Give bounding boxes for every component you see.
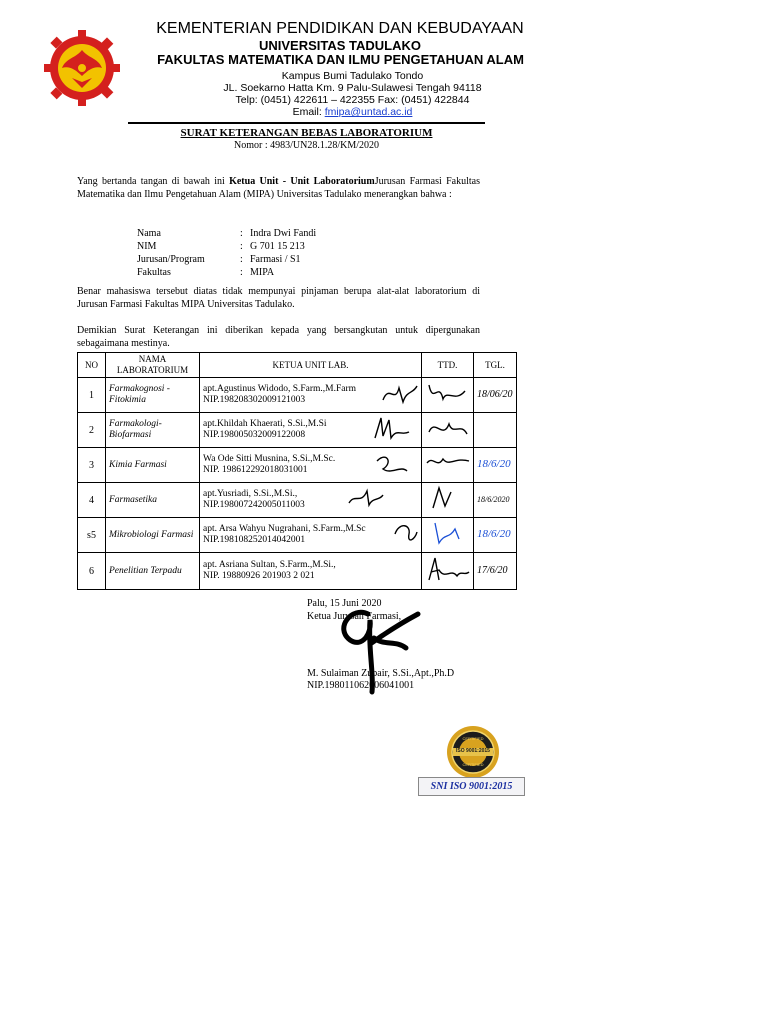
university-name: UNIVERSITAS TADULAKO — [258, 38, 422, 53]
handwritten-date: 18/06/20 — [477, 389, 513, 400]
lab-head-cell — [200, 413, 422, 448]
signature-icon — [345, 485, 385, 511]
university-logo — [36, 28, 128, 108]
intro-text-b: Jurusan Farmasi Fakultas Matematika dan Ilmu Pengetahuan Alam (MIPA) Universitas Tadulako menerangkan bahwa : — [77, 176, 480, 200]
signature-cell — [422, 483, 474, 518]
row-number: 3 — [78, 448, 106, 483]
handwritten-date: 18/6/20 — [477, 528, 511, 540]
signature-icon — [425, 484, 471, 512]
header-date: TGL. — [474, 353, 517, 378]
signer-nip: NIP.198011062006041001 — [307, 680, 415, 691]
date-cell — [474, 378, 517, 413]
place-date: Palu, 15 Juni 2020 — [307, 598, 382, 609]
table-header-row — [78, 353, 517, 378]
campus-line: Kampus Bumi Tadulako Tondo — [281, 70, 424, 82]
field-colon: : — [240, 241, 243, 252]
table-row — [78, 378, 517, 413]
lab-head-cell — [200, 518, 422, 553]
seal-top-text: CERTIFIED — [462, 736, 484, 741]
head-name: apt.Agustinus Widodo, S.Farm.,M.Farm — [203, 384, 357, 394]
field-label-name: Nama — [137, 228, 161, 239]
signature-cell — [422, 518, 474, 553]
lab-name: Farmasetika — [106, 483, 200, 518]
signature-cell — [422, 448, 474, 483]
table-row — [78, 518, 517, 553]
lab-name: Farmakologi-Biofarmasi — [106, 413, 200, 448]
date-cell — [474, 413, 517, 448]
field-value-faculty: MIPA — [250, 267, 275, 278]
phone-fax: Telp: (0451) 422611 – 422355 Fax: (0451) 422844 — [235, 94, 470, 106]
date-cell — [474, 553, 517, 590]
head-name: Wa Ode Sitti Musnina, S.Si.,M.Sc. — [203, 454, 336, 464]
signature-icon — [425, 554, 471, 584]
street-address: JL. Soekarno Hatta Km. 9 Palu-Sulawesi Tengah 94118 — [223, 82, 482, 94]
row-number: 6 — [78, 553, 106, 590]
document-number: Nomor : 4983/UN28.1.28/KM/2020 — [234, 140, 379, 151]
intro-paragraph — [77, 175, 480, 201]
statement-paragraph: Benar mahasiswa tersebut diatas tidak mempunyai pinjaman berupa alat-alat laboratorium di Jurusan Farmasi Fakultas MIPA Universitas Tadulako. — [77, 286, 480, 310]
email-link[interactable]: fmipa@untad.ac.id — [324, 106, 413, 118]
head-nip: NIP. 19880926 201903 2 021 — [203, 571, 315, 581]
lab-head-cell — [200, 378, 422, 413]
ministry-name: KEMENTERIAN PENDIDIKAN DAN KEBUDAYAAN — [156, 20, 524, 37]
row-number: 4 — [78, 483, 106, 518]
laboratory-table — [77, 352, 517, 590]
faculty-name: FAKULTAS MATEMATIKA DAN ILMU PENGETAHUAN ALAM — [157, 52, 524, 67]
handwritten-date: 18/6/20 — [477, 458, 511, 470]
signature-icon — [425, 379, 471, 407]
signature-cell — [422, 378, 474, 413]
date-cell — [474, 448, 517, 483]
closing-paragraph: Demikian Surat Keterangan ini diberikan kepada yang bersangkutan untuk dipergunakan sebagaimana mestinya. — [77, 325, 480, 349]
signature-icon — [371, 414, 411, 442]
field-value-program: Farmasi / S1 — [250, 254, 301, 265]
signature-icon — [379, 380, 419, 408]
signer-name: M. Sulaiman Zubair, S.Si.,Apt.,Ph.D — [307, 668, 455, 679]
date-cell — [474, 518, 517, 553]
sni-iso-caption: SNI ISO 9001:2015 — [418, 777, 525, 796]
head-name: apt. Asriana Sultan, S.Farm.,M.Si., — [203, 560, 336, 570]
head-nip: NIP.198005032009122008 — [203, 430, 306, 440]
document-title: SURAT KETERANGAN BEBAS LABORATORIUM — [180, 127, 433, 139]
lab-head-cell — [200, 553, 422, 590]
header-lab: NAMA LABORATORIUM — [106, 353, 200, 378]
field-colon: : — [240, 254, 243, 265]
field-label-nim: NIM — [137, 241, 157, 252]
head-nip: NIP.198007242005011003 — [203, 500, 305, 510]
signature-cell — [422, 553, 474, 590]
lab-name: Penelitian Terpadu — [106, 553, 200, 590]
table-row — [78, 448, 517, 483]
lab-head-cell — [200, 483, 422, 518]
header-no: NO — [78, 353, 106, 378]
lab-head-cell — [200, 448, 422, 483]
header-divider — [128, 122, 485, 124]
row-number: 1 — [78, 378, 106, 413]
intro-bold: Ketua Unit - Unit Laboratorium — [229, 176, 375, 187]
lab-name: Farmakognosi - Fitokimia — [106, 378, 200, 413]
field-label-program: Jurusan/Program — [137, 254, 205, 265]
row-number: 2 — [78, 413, 106, 448]
seal-bottom-text: CERTIFIED — [462, 762, 484, 767]
head-nip: NIP. 198612292018031001 — [203, 465, 308, 475]
iso-seal — [446, 725, 500, 779]
table-row — [78, 413, 517, 448]
intro-text-a: Yang bertanda tangan di bawah ini — [77, 176, 230, 187]
field-colon: : — [240, 267, 243, 278]
header-sign: TTD. — [422, 353, 474, 378]
field-value-nim: G 701 15 213 — [250, 241, 305, 252]
table-row — [78, 483, 517, 518]
date-cell — [474, 483, 517, 518]
signature-icon — [391, 520, 419, 546]
table-row — [78, 553, 517, 590]
lab-name: Mikrobiologi Farmasi — [106, 518, 200, 553]
signature-icon — [371, 449, 411, 477]
signature-icon — [425, 414, 471, 442]
lab-name: Kimia Farmasi — [106, 448, 200, 483]
field-value-name: Indra Dwi Fandi — [250, 228, 317, 239]
head-name: apt. Arsa Wahyu Nugrahani, S.Farm.,M.Sc — [203, 524, 366, 534]
head-name: apt.Yusriadi, S.Si.,M.Si., — [203, 489, 298, 499]
row-number: s5 — [78, 518, 106, 553]
seal-mid-text: ISO 9001:2015 — [456, 748, 490, 754]
head-nip: NIP.198108252014042001 — [203, 535, 306, 545]
handwritten-date: 18/6/2020 — [477, 495, 510, 504]
signature-cell — [422, 413, 474, 448]
head-name: apt.Khildah Khaerati, S.Si.,M.Si — [203, 419, 327, 429]
head-nip: NIP.198208302009121003 — [203, 395, 306, 405]
field-colon: : — [240, 228, 243, 239]
handwritten-date: 17/6/20 — [477, 565, 508, 576]
signature-icon — [425, 519, 471, 547]
email-label: Email: — [292, 106, 325, 118]
signer-role: Ketua Jurusan Farmasi, — [307, 611, 402, 622]
field-label-faculty: Fakultas — [137, 267, 171, 278]
email-line — [170, 106, 535, 119]
header-head: KETUA UNIT LAB. — [200, 353, 422, 378]
signature-icon — [425, 449, 471, 477]
